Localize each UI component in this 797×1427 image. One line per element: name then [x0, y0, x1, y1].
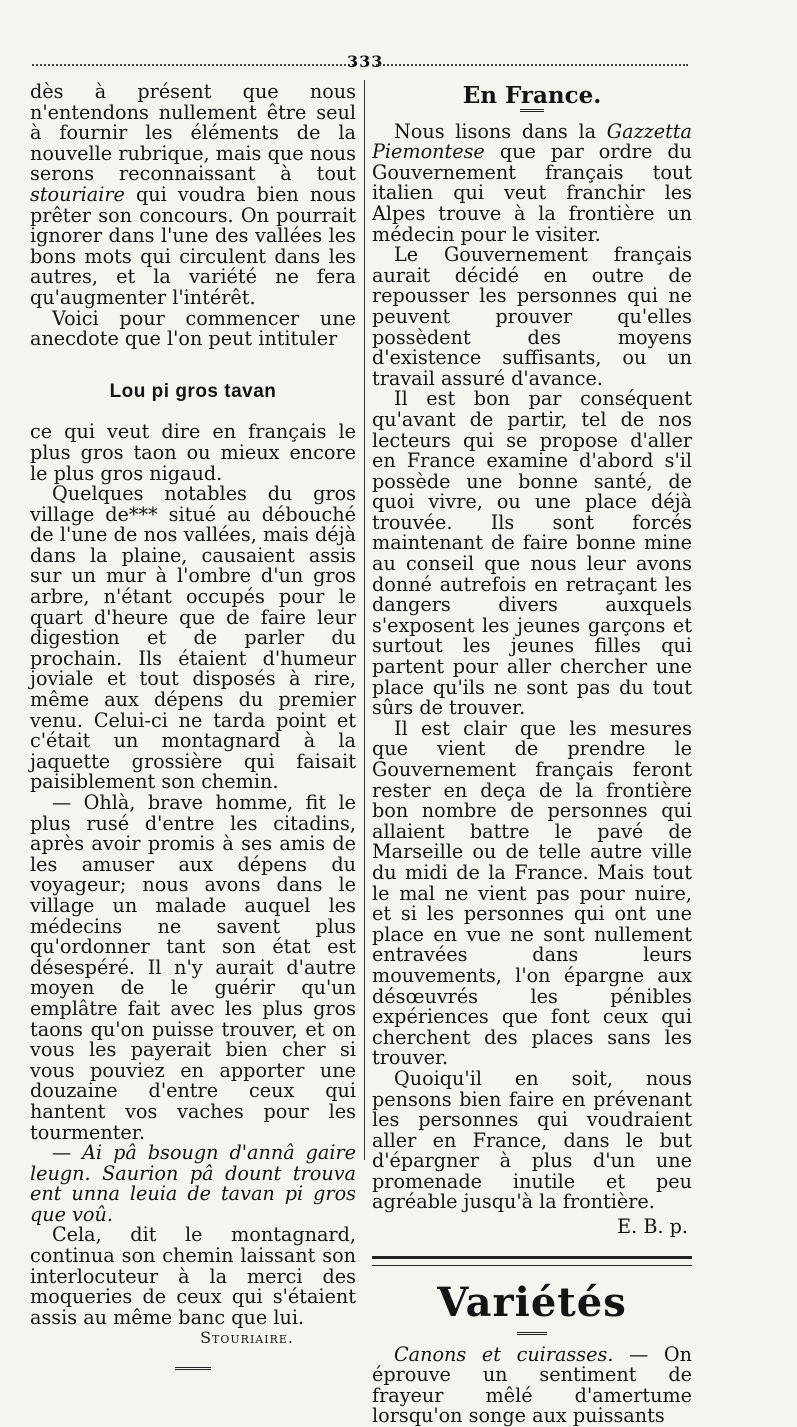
paragraph: ce qui veut dire en français le plus gros taon ou mieux encore le plus gros nigaud.	[30, 420, 356, 485]
title-ornament	[517, 1332, 547, 1337]
paragraph: Quelques notables du gros village de*** situé au débouché de l'une de nos vallées, mais déjà dans la plaine, causaient assis sur un mur à l'ombre d'un gros arbre, n'étant occupés pour le quart d'heure que de faire leur digestion et de parler du prochain. Ils étaient d'humeur joviale et tout disposés à rire, même aux dépens du premier venu. Celui-ci ne tarda point et c'était un montagnard à la jaquette grossière qui faisait paisiblement son chemin.	[30, 482, 356, 794]
header-rule-left	[32, 64, 354, 66]
author-signature: Stouriaire.	[200, 1328, 294, 1348]
paragraph: Cela, dit le montagnard, continua son chemin laissant son interlocuteur à la merci des moqueries de ceux qui s'étaient assis au même banc que lui.	[30, 1223, 356, 1329]
paragraph: Canons et cuirasses. — On éprouve un sentiment de frayeur mêlé d'amertume lorsqu'on songe aux puissants	[372, 1342, 692, 1427]
paragraph: Quoiqu'il en soit, nous pensons bien faire en prévenant les personnes qui voudraient aller en France, dans le but d'épargner à plus d'un une promenade inutile et peu agréable jusqu'à la frontière.	[372, 1066, 692, 1214]
title-ornament	[520, 109, 544, 114]
section-separator-thin	[372, 1265, 692, 1266]
section-title: En France.	[462, 82, 602, 109]
paragraph: dès à présent que nous n'entendons nullement être seul à fournir les éléments de la nouvelle rubrique, mais que nous serons reconnaissant à tout stouriaire qui voudra bien nous prêter son concours. On pourrait ignorer dans l'une des vallées les bons mots qui circulent dans les autres, et la variété ne fera qu'augmenter l'intérêt.	[30, 80, 356, 309]
page-number: 333	[347, 52, 384, 71]
dialect-quote: — Ai pâ bsougn d'annâ gaire leugn. Saurion pâ dount trouva ent unna leuia de tavan pi gros que voû.	[30, 1141, 356, 1226]
left-column	[30, 82, 356, 1372]
right-column	[372, 82, 692, 1427]
header-rule-right	[376, 64, 688, 66]
paragraph: — Ohlà, brave homme, fit le plus rusé d'entre les citadins, après avoir promis à ses amis de les amuser aux dépens du voyageur; nous avons dans le village un malade auquel les médecins ne savent plus qu'ordonner tant son état est désespéré. Il n'y aurait d'autre moyen de le guérir qu'un emplâtre fait avec les plus gros taons qu'on puisse trouver, et on vous les payerait bien cher si vous pouviez en apporter une douzaine d'entre ceux qui hantent vos vaches pour les tourmenter.	[30, 791, 356, 1144]
section-separator-thick	[372, 1256, 692, 1259]
paragraph: Il est bon par conséquent qu'avant de partir, tel de nos lecteurs qui se propose d'aller en France examine d'abord s'il possède une bonne santé, de quoi vivre, ou une place déjà trouvée. Ils sont forcés maintenant de faire bonne mine au conseil que nous leur avons donné autrefois en retraçant les dangers divers auxquels s'exposent les jeunes garçons et surtout les jeunes filles qui partent pour aller chercher une place qu'ils ne sont pas du tout sûrs de trouver.	[372, 387, 692, 720]
anecdote-title: Lou pi gros tavan	[109, 380, 277, 402]
author-signature: E. B. p.	[617, 1215, 688, 1239]
column-divider	[364, 80, 365, 1160]
paragraph: Le Gouvernement français aurait décidé en outre de repousser les personnes qui ne peuvent prouver qu'elles possèdent des moyens d'existence suffisants, ou un travail assuré d'avance.	[372, 243, 692, 390]
paragraph: Il est clair que les mesures que vient de prendre le Gouvernement français feront rester en deça de la frontière bon nombre de personnes qui allaient battre le pavé de Marseille ou de telle autre ville du midi de la France. Mais tout le mal ne vient pas pour nuire, et si les personnes qui ont une place en vue ne sont nullement entravées dans leurs mouvements, l'on épargne aux désœuvrés les pénibles expériences que font ceux qui cherchent des places sans les trouver.	[372, 716, 692, 1070]
end-ornament	[175, 1367, 211, 1372]
paragraph: Nous lisons dans la Gazzetta Piemontese que par ordre du Gouvernement français tout italien qui veut franchir les Alpes trouve à la frontière un médecin pour le visiter.	[372, 119, 692, 246]
varietes-title: Variétés	[437, 1278, 627, 1326]
paragraph: Voici pour commencer une anecdote que l'on peut intituler	[30, 306, 356, 351]
